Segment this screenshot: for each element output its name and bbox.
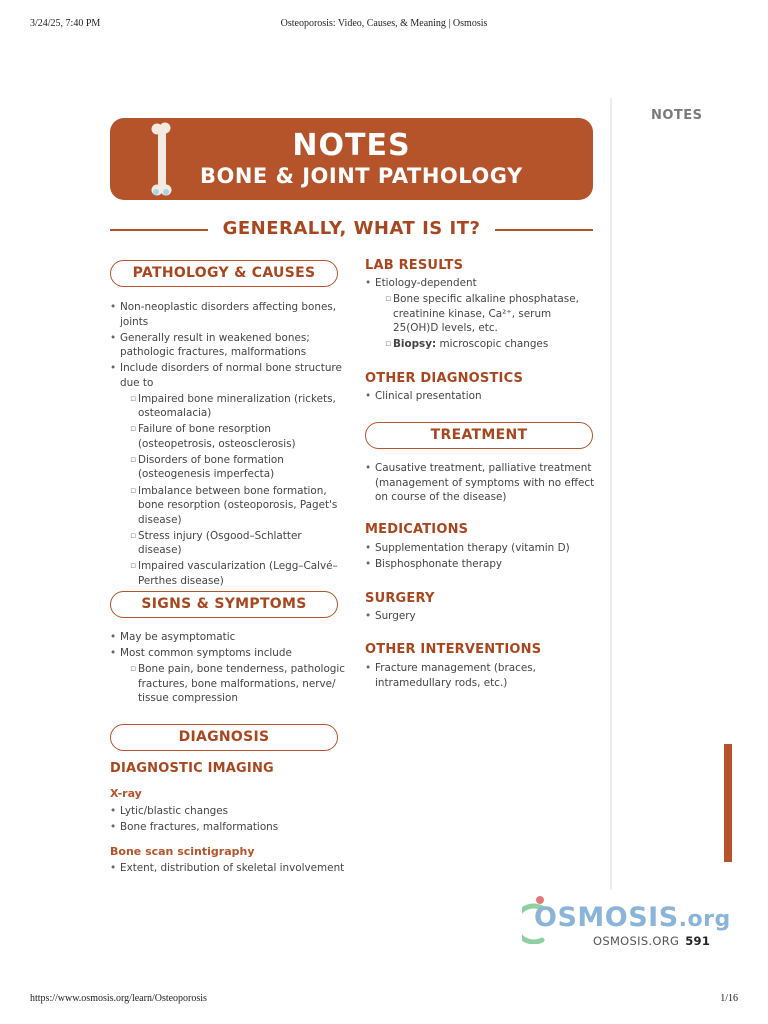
banner-subtitle: BONE & JOINT PATHOLOGY	[200, 164, 523, 188]
list-item: • Clinical presentation	[365, 389, 595, 404]
list-item: • Extent, distribution of skeletal involvement	[110, 861, 346, 876]
bone-scan-list	[110, 861, 346, 877]
surgery-heading: SURGERY	[365, 591, 435, 606]
pathology-causes-heading: PATHOLOGY & CAUSES	[110, 260, 338, 287]
side-accent-bar	[724, 744, 732, 862]
pathology-causes-list	[110, 300, 346, 590]
list-item: • Causative treatment, palliative treatment (management of symptoms with no effect on course of the disease)	[365, 461, 595, 505]
list-subitem: ▫ Stress injury (Osgood–Schlatter disease)	[130, 529, 346, 558]
diagnostic-imaging-heading: DIAGNOSTIC IMAGING	[110, 761, 274, 776]
list-item: • Include disorders of normal bone structure due to	[110, 361, 346, 390]
osmosis-logo-text	[534, 902, 731, 933]
side-divider	[610, 98, 612, 890]
list-subitem: ▫ Bone pain, bone tenderness, pathologic fractures, bone malformations, nerve/ tissue compression	[130, 662, 346, 706]
print-page-count: 1/16	[720, 993, 738, 1004]
treatment-heading: TREATMENT	[365, 422, 593, 449]
signs-symptoms-heading: SIGNS & SYMPTOMS	[110, 591, 338, 618]
section-title	[110, 218, 593, 244]
section-title-text: GENERALLY, WHAT IS IT?	[222, 218, 481, 239]
list-subitem: ▫ Impaired vascularization (Legg–Calvé–Perthes disease)	[130, 559, 346, 588]
list-item: • Most common symptoms include	[110, 646, 346, 661]
print-page-title: Osteoporosis: Video, Causes, & Meaning | Osmosis	[280, 18, 488, 29]
surgery-list	[365, 609, 595, 625]
section-title-rule-right	[495, 229, 593, 231]
list-subitem: ▫ Disorders of bone formation (osteogenesis imperfecta)	[130, 453, 346, 482]
logo-suffix: .org	[678, 907, 731, 932]
list-subitem: ▫ Imbalance between bone formation, bone resorption (osteoporosis, Paget's disease)	[130, 484, 346, 528]
lab-results-heading: LAB RESULTS	[365, 258, 464, 273]
other-diagnostics-list	[365, 389, 595, 405]
list-item: • May be asymptomatic	[110, 630, 346, 645]
list-item: • Bone fractures, malformations	[110, 820, 346, 835]
list-item: • Non-neoplastic disorders affecting bones, joints	[110, 300, 346, 329]
print-header	[30, 18, 738, 32]
print-datetime: 3/24/25, 7:40 PM	[30, 18, 101, 29]
notes-banner	[110, 118, 593, 200]
list-subitem	[385, 337, 595, 352]
logo-url-line	[593, 934, 710, 948]
list-item: • Fracture management (braces, intramedullary rods, etc.)	[365, 661, 595, 690]
biopsy-text: microscopic changes	[436, 338, 549, 351]
banner-title: NOTES	[292, 128, 411, 163]
list-subitem: ▫ Impaired bone mineralization (rickets, osteomalacia)	[130, 392, 346, 421]
biopsy-label: Biopsy:	[393, 338, 437, 351]
print-footer	[30, 993, 738, 1007]
bone-scan-heading: Bone scan scintigraphy	[110, 845, 255, 858]
diagnosis-heading: DIAGNOSIS	[110, 724, 338, 751]
list-item: • Surgery	[365, 609, 595, 624]
side-notes-label: NOTES	[651, 108, 703, 123]
other-interventions-heading: OTHER INTERVENTIONS	[365, 642, 542, 657]
xray-heading: X-ray	[110, 787, 142, 800]
logo-name: OSMOSIS	[534, 902, 679, 933]
xray-list	[110, 804, 346, 836]
list-subitem: ▫ Bone specific alkaline phosphatase, creatinine kinase, Ca²⁺, serum 25(OH)D levels, etc.	[385, 292, 595, 336]
medications-list	[365, 541, 595, 573]
lab-results-list	[365, 276, 595, 353]
logo-url: OSMOSIS.ORG	[593, 934, 680, 948]
list-item: • Lytic/blastic changes	[110, 804, 346, 819]
page-number: 591	[685, 934, 711, 948]
print-url[interactable]: https://www.osmosis.org/learn/Osteoporosis	[30, 993, 207, 1004]
list-item: • Generally result in weakened bones; pathologic fractures, malformations	[110, 331, 346, 360]
list-subitem: ▫ Failure of bone resorption (osteopetrosis, osteosclerosis)	[130, 422, 346, 451]
other-interventions-list	[365, 661, 595, 692]
other-diagnostics-heading: OTHER DIAGNOSTICS	[365, 371, 524, 386]
list-item: • Bisphosphonate therapy	[365, 557, 595, 572]
list-item: • Etiology-dependent	[365, 276, 595, 291]
medications-heading: MEDICATIONS	[365, 522, 469, 537]
treatment-list	[365, 461, 595, 506]
signs-symptoms-list	[110, 630, 346, 707]
list-item: • Supplementation therapy (vitamin D)	[365, 541, 595, 556]
